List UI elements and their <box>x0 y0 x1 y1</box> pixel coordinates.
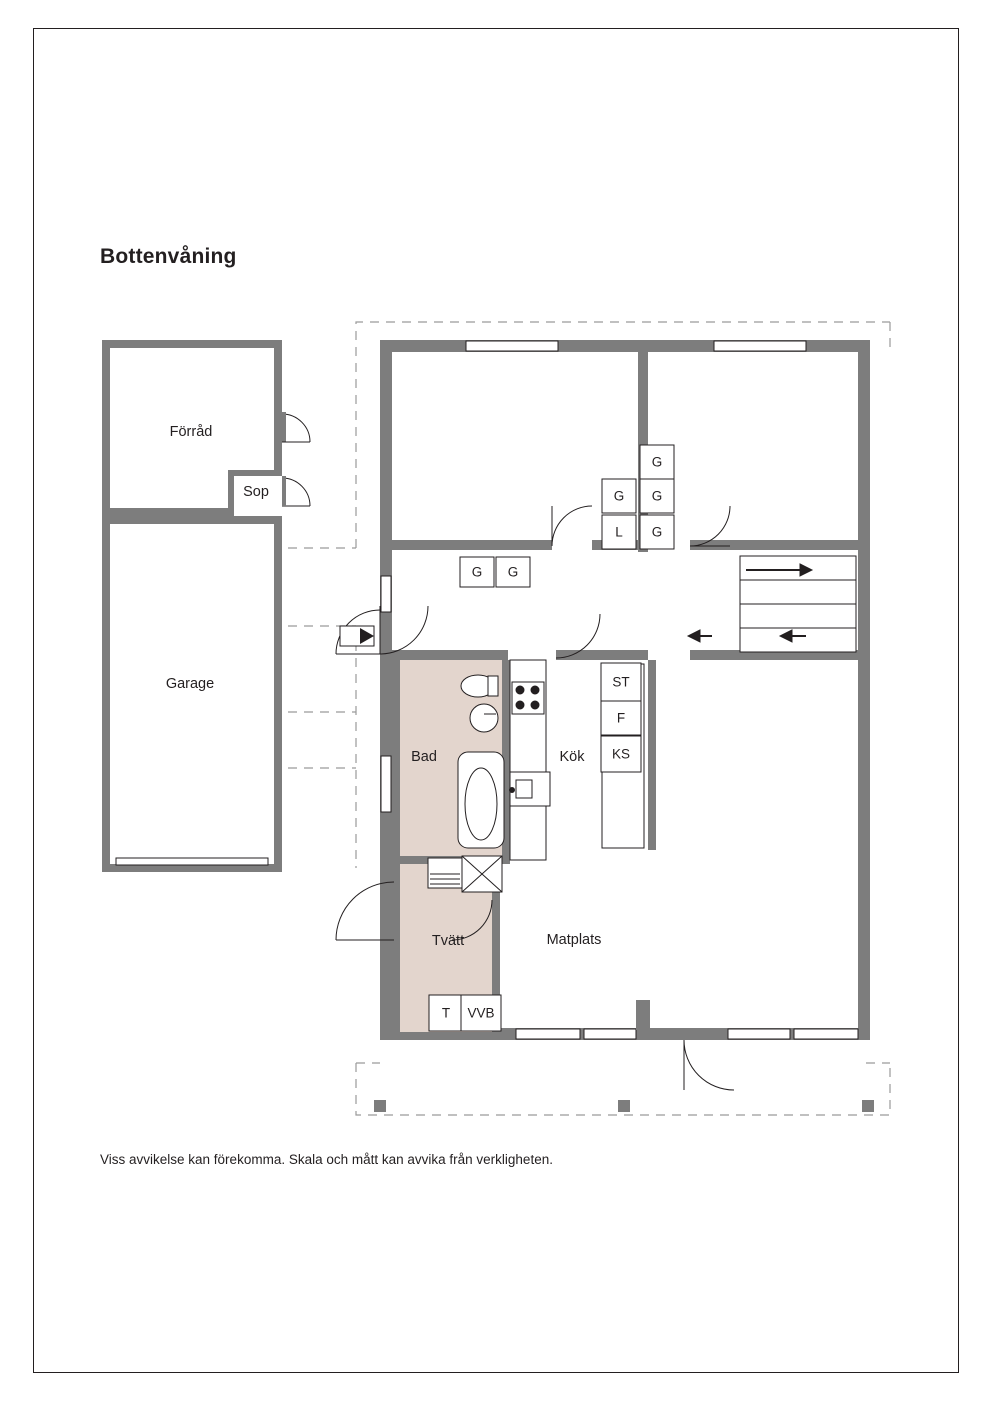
room-label-forrad: Förråd <box>169 424 213 440</box>
fixture-label-appliance-st: ST <box>612 674 630 690</box>
page-title: Bottenvåning <box>100 245 237 268</box>
fixture-label-wardrobe-g-mid-left: G <box>613 488 625 504</box>
fixture-label-appliance-t: T <box>441 1005 451 1021</box>
room-label-sop: Sop <box>243 484 269 500</box>
room-label-tvatt: Tvätt <box>431 933 465 949</box>
fixture-label-wardrobe-l-lower-left: L <box>615 524 623 540</box>
fixture-label-appliance-ks: KS <box>611 746 631 762</box>
room-label-bad: Bad <box>411 749 437 765</box>
entrance-arrow <box>340 626 374 646</box>
fixture-label-wardrobe-g-hall-right: G <box>507 564 519 580</box>
room-label-matplats: Matplats <box>546 932 602 948</box>
fixture-label-wardrobe-g-lower-right: G <box>651 524 663 540</box>
room-label-garage: Garage <box>165 676 215 692</box>
fixture-label-wardrobe-g-mid-right: G <box>651 488 663 504</box>
fixture-label-appliance-vvb: VVB <box>467 1005 495 1021</box>
fixture-label-wardrobe-g-upper-right: G <box>651 454 663 470</box>
fixture-label-appliance-f: F <box>616 710 626 726</box>
terrace-posts <box>374 1100 874 1112</box>
disclaimer-note: Viss avvikelse kan förekomma. Skala och mått kan avvika från verkligheten. <box>100 1152 553 1167</box>
fixture-label-wardrobe-g-hall-left: G <box>471 564 483 580</box>
garage-block <box>102 340 310 872</box>
room-label-kok: Kök <box>559 749 585 765</box>
